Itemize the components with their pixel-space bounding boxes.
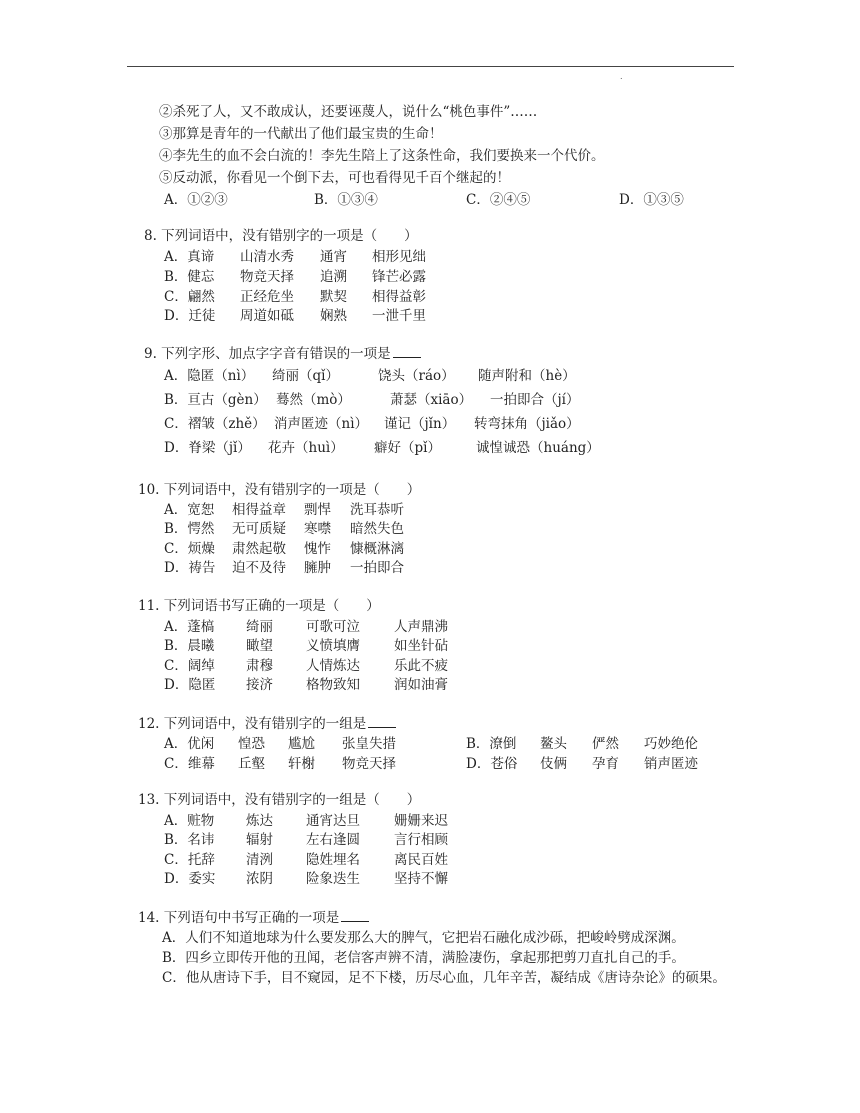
- header-dot: .: [620, 72, 623, 81]
- option-a: A．①②③: [164, 192, 228, 208]
- question-10-stem: 10. 下列词语中，没有错别字的一项是（ ）: [138, 482, 421, 498]
- question-8-stem: 8. 下列词语中，没有错别字的一项是（ ）: [144, 228, 418, 244]
- preamble-line: ③那算是青年的一代献出了他们最宝贵的生命！: [159, 126, 443, 142]
- option-d: D．①③⑤: [619, 192, 684, 208]
- answer-blank: [368, 713, 396, 728]
- question-13-stem: 13. 下列词语中，没有错别字的一组是（ ）: [138, 792, 421, 808]
- q14-option-a: A．人们不知道地球为什么要发那么大的脾气，它把岩石融化成沙砾，把峻岭劈成深渊。: [162, 930, 685, 946]
- answer-blank: [393, 343, 421, 358]
- q14-options: [128, 928, 734, 988]
- q14-option-c: C．他从唐诗下手，目不窥园，足不下楼，历尽心血，几年辛苦，凝结成《唐诗杂论》的硕果。: [162, 970, 726, 986]
- document-page: . ②杀死了人，又不敢成认，还要诬蔑人，说什么“桃色事件”…… ③那算是青年的一代献出了他们最宝贵的生命！ ④李先生的血不会白流的！李先生陪上了这条性命，我们要换来一个代价。 ⑤反动派，你看见一个倒下去，可也看得见千百个继起的！ A．①②③ B．①③④ C．②④⑤ D．①③⑤ 8. 下列词语中，没有错别字的一项是（ ） A．真谛 山清水秀 通宵 相形见绌 B．健忘 物竞天择 追溯 锋芒必露 C．翩然 正经危坐 默契 相得益彰 D．迁徒 周道如砥 娴熟 一泄千里 9. 下列字形、加点字字音有错误的一项是 A．隐匿（nì） 绮丽（qǐ） 饶头（ráo） 随声附和（hè） B．亘古（gèn） 蓦然（mò） 萧瑟（xiāo） 一拍即合（jí） C．褶皱（zhě） 消声匿迹（nì） 谨记（jǐn） 转弯抹角（jiǎo） D．脊梁（jǐ） 花卉（huì） 癖好（pǐ） 诚惶诚恐（huáng） 10. 下列词语中，没有错别字的一项是（ ） A．宽恕 相得益章 剽悍 洗耳恭听 B．愕然 无可质疑 寒噤 暗然失色 C．烦燥 肃然起敬 愧怍 慷概淋漓 D．祷告 迫不及待 臃肿 一拍即合 11. 下列词语书写正确的一项是（ ） A．蓬槁 绮丽 可歌可泣 人声鼎沸 B．晨曦 瞰望 义愤填膺 如坐针砧 C．阔绰 肃穆 人情炼达 乐此不疲 D．隐匿 接济 格物致知 润如油膏 12. 下列词语中，没有错别字的一组是 A．优闲 惶恐 尴尬 张皇失措 B．潦倒 鳌头 俨然 巧妙绝伦 C．维幕 丘壑 轩榭 物竞天择 D．苍俗 伎俩 孕育 销声匿迹 13. 下列词语中，没有错别字的一组是（ ） A．赃物 炼达 通宵达旦 姗姗来迟 B．名讳 辐射 左右逢圆 言行相顾 C．托辞 清洌 隐姓埋名 离民百姓 D．委实 浓阴 险象迭生 坚持不懈 14. 下列语句中书写正确的一项是 A．人们不知道地球为什么要发那么大的脾气，它把岩石融化成沙砾，把峻岭劈成深渊。 B．四乡立即传开他的丑闻，老信客声辨不清，满脸凄伤，拿起那把剪刀直扎自己的手。 C．他从唐诗下手，目不窥园，足不下楼，历尽心血，几年辛苦，凝结成《唐诗杂论》的硕果。: [0, 0, 860, 1113]
- question-11-stem: 11. 下列词语书写正确的一项是（ ）: [138, 598, 380, 614]
- q14-option-b: B．四乡立即传开他的丑闻，老信客声辨不清，满脸凄伤，拿起那把剪刀直扎自己的手。: [162, 950, 685, 966]
- question-14-stem: 14. 下列语句中书写正确的一项是: [138, 907, 369, 928]
- answer-blank: [341, 907, 369, 922]
- option-b: B．①③④: [314, 192, 378, 208]
- preamble-line: ⑤反动派，你看见一个倒下去，可也看得见千百个继起的！: [159, 170, 510, 186]
- question-12-stem: 12. 下列词语中，没有错别字的一组是: [138, 713, 396, 734]
- header-rule: [127, 66, 734, 67]
- preamble-line: ②杀死了人，又不敢成认，还要诬蔑人，说什么“桃色事件”……: [159, 104, 538, 120]
- question-9-stem: 9. 下列字形、加点字字音有错误的一项是: [144, 343, 421, 364]
- option-c: C．②④⑤: [466, 192, 531, 208]
- preamble-line: ④李先生的血不会白流的！李先生陪上了这条性命，我们要换来一个代价。: [159, 148, 605, 164]
